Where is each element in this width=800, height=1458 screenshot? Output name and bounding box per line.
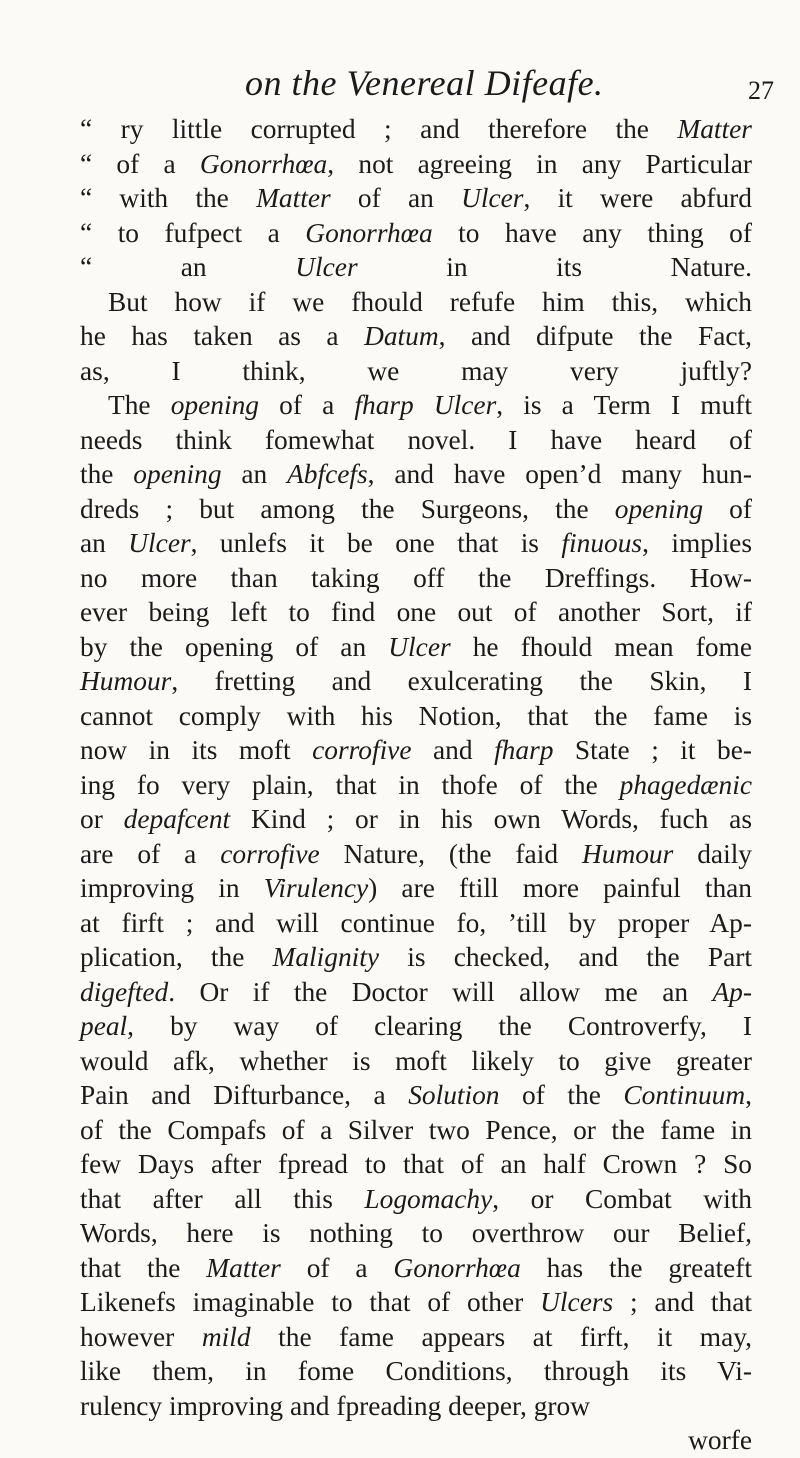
text-segment: ) are ftill more painful than [368,873,753,903]
text-line [80,733,752,768]
text-segment: Nature, (the faid [319,838,582,869]
text-line [80,561,752,596]
text-segment: , and difpute the Fact, [438,321,752,351]
text-line [80,1285,752,1320]
text-segment: , implies [642,528,753,558]
text-segment: at firft ; and will continue fo, ’till by proper Ap- [80,907,752,938]
text-segment: , is a Term I muft [496,390,752,420]
text-line [80,181,752,216]
text-line [80,1009,752,1044]
text-line [80,388,752,423]
text-line [80,871,752,906]
text-segment: Pain and Difturbance, a [80,1080,409,1110]
text-segment: to fufpect a [117,217,306,248]
italic-text: Logomachy [364,1183,493,1214]
text-segment: , fretting and exulcerating the Skin, I [171,666,752,696]
text-segment: the [80,459,134,489]
text-line [80,216,752,251]
italic-text: Gonorrhœa [393,1252,521,1283]
text-segment: an [80,528,129,558]
italic-text: opening [170,390,259,420]
text-line [80,1354,752,1389]
italic-text: Matter [256,183,331,213]
text-line [80,1423,752,1458]
text-segment: he fhould mean fome [450,631,752,662]
text-segment: no more than taking off the Dreffings. How- [80,562,752,593]
text-line [80,1389,752,1424]
text-segment: worfe [688,1425,752,1455]
text-segment: has the greateft [520,1252,752,1283]
text-segment: , it were abfurd [523,183,752,213]
italic-text: Continuum [623,1080,746,1110]
text-segment: “ [80,148,117,179]
italic-text: Virulency [263,873,369,903]
text-segment: with the [119,183,257,213]
text-segment: The [108,390,171,420]
italic-text: Humour [80,666,172,696]
text-segment: of a [280,1252,394,1283]
italic-text: Gonorrhœa [199,148,328,179]
text-line [80,906,752,941]
italic-text: finuous [561,528,643,558]
italic-text: opening [133,459,222,489]
text-segment: that the [80,1252,207,1283]
text-line [80,492,752,527]
text-segment: cannot comply with his Notion, that the fame is [80,700,752,731]
italic-text: Ulcer [461,183,524,213]
text-line [80,285,752,320]
text-line [80,975,752,1010]
text-line [80,423,752,458]
text-segment: “ [80,183,120,213]
text-segment: Kind ; or in his own Words, fuch as [230,804,752,834]
italic-text: Datum [364,321,439,351]
text-segment: ; and that [613,1287,752,1317]
italic-text: Humour [581,838,674,869]
text-line [80,1216,752,1251]
text-segment: , and have open’d many hun- [367,459,752,489]
text-segment: ever being left to find one out of another Sort, if [80,597,752,627]
italic-text: Ulcer [128,528,191,558]
text-line [80,699,752,734]
text-segment: of the [499,1080,624,1110]
italic-text: Malignity [272,942,380,972]
text-segment: an [221,459,288,489]
italic-text: Ulcer [295,252,358,282]
italic-text: corrofive [220,838,320,869]
italic-text: digefted [80,976,169,1007]
text-segment: , [745,1080,752,1110]
text-segment: the fame appears at firft, it may, [250,1321,752,1352]
text-segment: like them, in fome Conditions, through its Vi- [80,1356,752,1386]
text-segment: plication, the [80,942,273,972]
italic-text: depafcent [123,804,231,834]
text-segment: ing fo very plain, that in thofe of the [80,769,620,800]
text-line [80,940,752,975]
italic-text: Ulcers [540,1287,614,1317]
text-segment: “ [80,217,118,248]
text-segment: “ [80,114,121,144]
text-line [80,630,752,665]
text-segment: of a [116,148,200,179]
text-segment: , not agreeing in any Particular [327,148,752,179]
text-segment: would afk, whether is moft likely to give greater [80,1045,752,1076]
text-line [80,1044,752,1079]
italic-text: corrofive [312,735,412,765]
italic-text: Ap- [712,976,752,1007]
running-title: on the Venereal Difeafe. [245,63,604,103]
text-segment: by the opening of an [80,631,389,662]
text-segment: But how if we fhould refufe him this, which [108,286,752,317]
text-segment: , or Combat with [492,1183,752,1214]
text-segment: State ; it be- [553,735,753,765]
italic-text: Matter [677,114,752,144]
text-segment: and [411,735,495,765]
text-line [80,354,752,389]
text-line [80,1320,752,1355]
text-line [80,802,752,837]
text-line [80,837,752,872]
text-segment: in its Nature. [357,252,752,282]
text-line [80,250,752,285]
text-segment: , by way of clearing the Controverfy, I [127,1011,752,1041]
text-segment: or [80,804,124,834]
text-line [80,1147,752,1182]
text-line [80,595,752,630]
page-number: 27 [748,76,774,105]
text-segment: of an [330,183,462,213]
text-segment: daily [673,838,752,869]
text-segment: Likenefs imaginable to that of other [80,1287,541,1317]
italic-text: peal [80,1011,128,1041]
text-segment: that after all this [80,1183,365,1214]
text-segment: however [80,1321,202,1352]
text-segment: , unlefs it be one that is [190,528,562,558]
italic-text: Solution [408,1080,500,1110]
text-line [80,1113,752,1148]
text-segment: of a [258,390,355,420]
text-segment: of the Compafs of a Silver two Pence, or the fame in [80,1114,752,1145]
text-line [80,664,752,699]
text-segment: . Or if the Doctor will allow me an [168,976,713,1007]
text-segment: an [180,252,296,282]
italic-text: Matter [206,1252,281,1283]
italic-text: fharp Ulcer [354,390,497,420]
text-segment: now in its moft [80,735,313,765]
text-line [80,526,752,561]
italic-text: Gonorrhœa [305,217,433,248]
text-segment: “ [80,252,181,282]
text-segment: needs think fomewhat novel. I have heard of [80,424,752,455]
text-segment: dreds ; but among the Surgeons, the [80,493,615,524]
text-line [80,319,752,354]
text-segment: improving in [80,873,264,903]
text-line [80,112,752,147]
italic-text: fharp [494,735,554,765]
text-segment: as, I think, we may very juftly? [80,355,752,386]
italic-text: Ulcer [388,631,451,662]
text-line [80,1078,752,1113]
italic-text: mild [201,1321,251,1352]
text-line [80,147,752,182]
text-segment: are of a [80,838,221,869]
text-segment: is checked, and the Part [379,942,752,972]
text-segment: few Days after fpread to that of an half Crown ? So [80,1149,752,1179]
text-segment: he has taken as a [80,321,365,351]
text-segment: Words, here is nothing to overthrow our Belief, [80,1218,752,1248]
page-header [0,62,800,112]
text-line [80,768,752,803]
text-segment: rulency improving and fpreading deeper, grow [80,1390,591,1421]
italic-text: Abfcefs [287,459,368,489]
italic-text: opening [614,493,704,524]
text-line [80,1251,752,1286]
italic-text: phagedænic [619,769,752,800]
text-segment: to have any thing of [432,217,752,248]
body-text [80,112,752,1458]
text-line [80,1182,752,1217]
text-segment: of [703,493,752,524]
text-segment: ry little corrupted ; and therefore the [120,114,678,144]
text-line [80,457,752,492]
